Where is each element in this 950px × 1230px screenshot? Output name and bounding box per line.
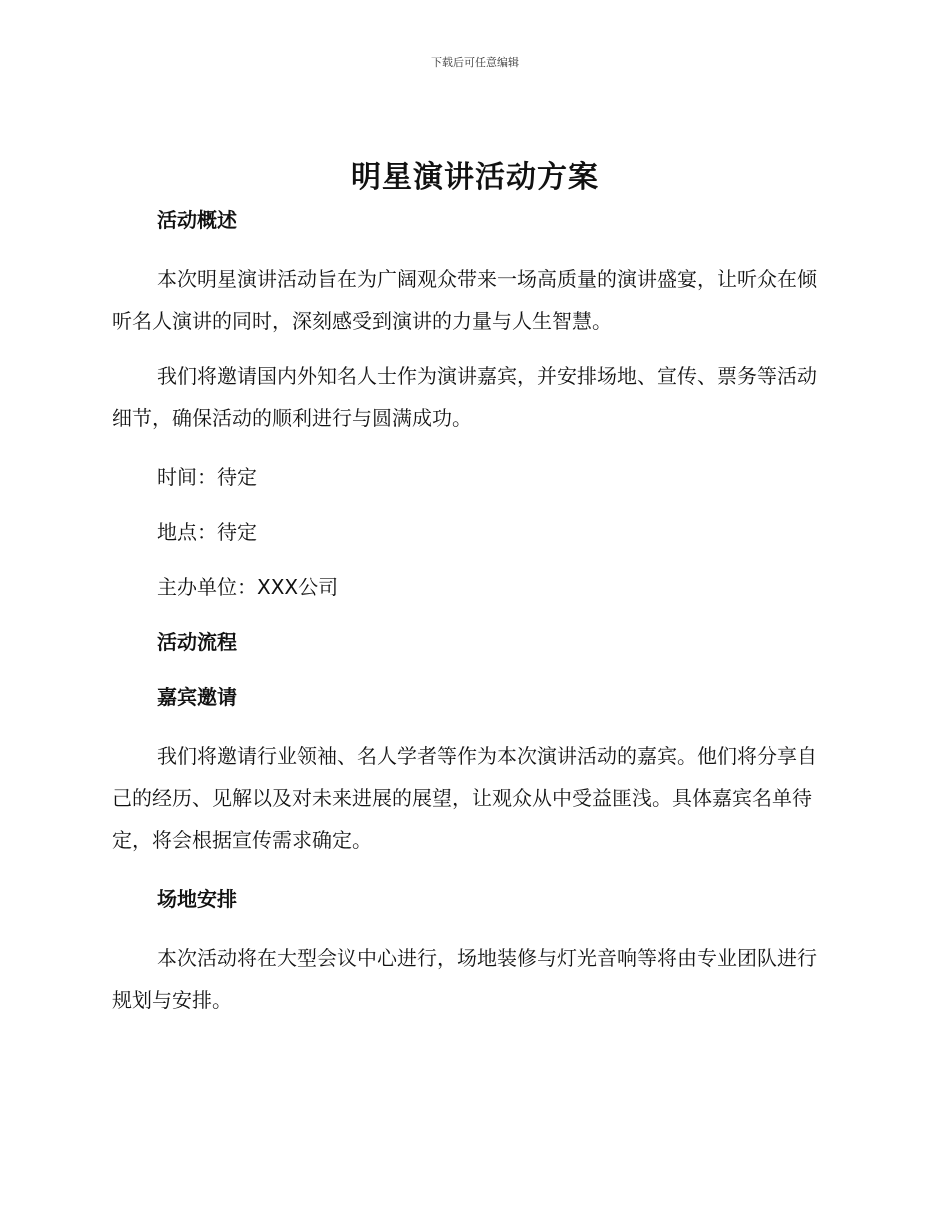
time-value: 待定 [217, 465, 257, 489]
header-note: 下载后可任意编辑 [431, 56, 519, 69]
time-label: 时间： [157, 465, 217, 489]
location-value: 待定 [217, 520, 257, 544]
document-title: 明星演讲活动方案 [351, 160, 599, 195]
section-heading-guests: 嘉宾邀请 [157, 685, 237, 709]
organizer-line [157, 570, 832, 605]
section-heading-overview: 活动概述 [157, 208, 237, 232]
section-heading-flow: 活动流程 [157, 630, 237, 654]
overview-paragraph-2: 我们将邀请国内外知名人士作为演讲嘉宾，并安排场地、宣传、票务等活动细节，确保活动的顺利进行与圆满成功。 [112, 364, 817, 430]
guests-paragraph: 我们将邀请行业领袖、名人学者等作为本次演讲活动的嘉宾。他们将分享自己的经历、见解以及对未来进展的展望，让观众从中受益匪浅。具体嘉宾名单待定，将会根据宣传需求确定。 [112, 744, 817, 852]
overview-paragraph-1: 本次明星演讲活动旨在为广阔观众带来一场高质量的演讲盛宴，让听众在倾听名人演讲的同时，深刻感受到演讲的力量与人生智慧。 [112, 267, 817, 333]
organizer-value: XXX公司 [257, 575, 339, 599]
location-line [157, 515, 832, 550]
location-label: 地点： [157, 520, 217, 544]
document-body [112, 203, 832, 1021]
venue-paragraph: 本次活动将在大型会议中心进行，场地装修与灯光音响等将由专业团队进行规划与安排。 [112, 946, 817, 1012]
organizer-label: 主办单位： [157, 575, 257, 599]
time-line [157, 460, 832, 495]
section-heading-venue: 场地安排 [157, 887, 237, 911]
